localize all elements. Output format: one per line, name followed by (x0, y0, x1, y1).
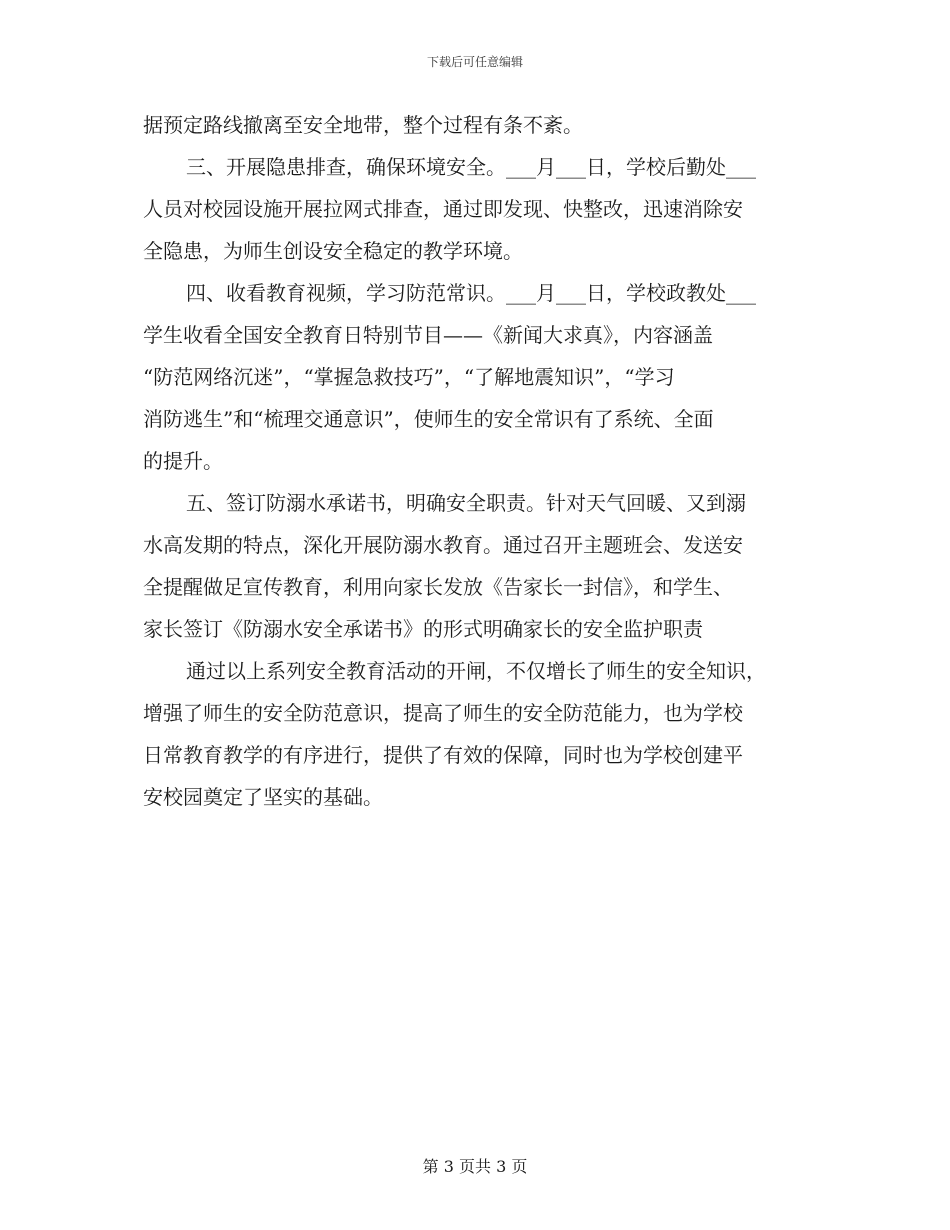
text-line: “防范网络沉迷”，“掌握急救技巧”，“了解地震知识”，“学习 (143, 365, 675, 389)
section-3-heading-line: 三、开展隐患排查，确保环境安全。___月___日，学校后勤处___ (186, 155, 756, 179)
text-line: 的提升。 (143, 449, 223, 473)
text-line: 增强了师生的安全防范意识，提高了师生的安全防范能力，也为学校 (143, 701, 743, 725)
text-line: 水高发期的特点，深化开展防溺水教育。通过召开主题班会、发送安 (143, 533, 743, 557)
text-line: 消防逃生”和“梳理交通意识”，使师生的安全常识有了系统、全面 (143, 407, 714, 431)
section-4-heading-line: 四、收看教育视频，学习防范常识。___月___日，学校政教处___ (186, 281, 756, 305)
page-number-footer: 第 3 页共 3 页 (422, 1157, 528, 1176)
text-line: 学生收看全国安全教育日特别节目——《新闻大求真》，内容涵盖 (143, 323, 713, 347)
text-line: 据预定路线撤离至安全地带，整个过程有条不紊。 (143, 113, 583, 137)
text-line: 全隐患，为师生创设安全稳定的教学环境。 (143, 239, 523, 263)
document-body (143, 104, 809, 818)
conclusion-first-line: 通过以上系列安全教育活动的开闸，不仅增长了师生的安全知识， (186, 659, 766, 683)
section-5-heading-line: 五、签订防溺水承诺书，明确安全职责。针对天气回暖、又到溺 (186, 491, 746, 515)
header-note: 下载后可任意编辑 (426, 55, 523, 69)
text-line: 全提醒做足宣传教育，利用向家长发放《告家长一封信》，和学生、 (143, 575, 733, 599)
text-line: 安校园奠定了坚实的基础。 (143, 785, 383, 809)
text-line: 人员对校园设施开展拉网式排查，通过即发现、快整改，迅速消除安 (143, 197, 743, 221)
text-line: 家长签订《防溺水安全承诺书》的形式明确家长的安全监护职责 (143, 617, 703, 641)
text-line: 日常教育教学的有序进行，提供了有效的保障，同时也为学校创建平 (143, 743, 743, 767)
